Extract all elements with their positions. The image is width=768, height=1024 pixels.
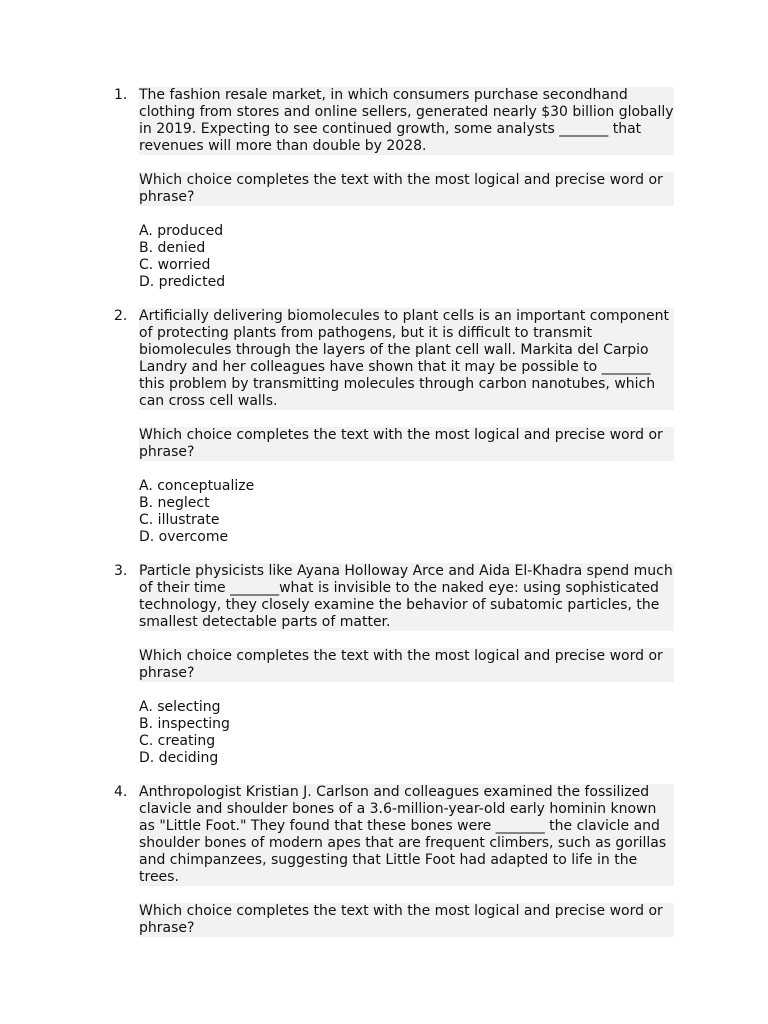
answer-choices	[139, 223, 674, 291]
question-number: 1.	[114, 87, 128, 103]
question-number: 3.	[114, 563, 128, 579]
answer-choices	[139, 699, 674, 767]
question-item	[114, 784, 674, 937]
question-passage: Artificially delivering biomolecules to plant cells is an important component of protecting plants from pathogens, but it is difficult to transmit biomolecules through the layers of the plant cell wall. Markita del Carpio Landry and her colleagues have shown that it may be possible to _______ this problem by transmitting molecules through carbon nanotubes, which can cross cell walls.	[139, 308, 674, 410]
answer-choice: A. conceptualize	[139, 478, 255, 494]
answer-choice: B. inspecting	[139, 716, 230, 732]
question-body	[139, 308, 674, 546]
question-prompt: Which choice completes the text with the most logical and precise word or phrase?	[139, 903, 674, 937]
answer-choices	[139, 478, 674, 546]
answer-choice: B. neglect	[139, 495, 210, 511]
question-passage: The fashion resale market, in which consumers purchase secondhand clothing from stores and online sellers, generated nearly $30 billion globally in 2019. Expecting to see continued growth, some analysts _______ that revenues will more than double by 2028.	[139, 87, 674, 154]
question-body	[139, 87, 674, 291]
question-list	[114, 87, 674, 954]
question-item	[114, 308, 674, 546]
answer-choice: C. worried	[139, 257, 211, 273]
question-number: 4.	[114, 784, 128, 800]
question-passage: Anthropologist Kristian J. Carlson and colleagues examined the fossilized clavicle and shoulder bones of a 3.6-million-year-old early hominin known as "Little Foot." They found that these bones were _______ the clavicle and shoulder bones of modern apes that are frequent climbers, such as gorillas and chimpanzees, suggesting that Little Foot had adapted to life in the trees.	[139, 784, 674, 886]
question-number: 2.	[114, 308, 128, 324]
question-body	[139, 784, 674, 937]
answer-choice: B. denied	[139, 240, 206, 256]
question-item	[114, 87, 674, 291]
answer-choice: D. overcome	[139, 529, 229, 545]
question-passage: Particle physicists like Ayana Holloway Arce and Aida El-Khadra spend much of their time _______what is invisible to the naked eye: using sophisticated technology, they closely examine the behavior of subatomic particles, the smallest detectable parts of matter.	[139, 563, 673, 630]
answer-choice: A. produced	[139, 223, 224, 239]
answer-choice: D. deciding	[139, 750, 219, 766]
question-body	[139, 563, 674, 767]
question-prompt: Which choice completes the text with the most logical and precise word or phrase?	[139, 427, 674, 461]
question-prompt: Which choice completes the text with the most logical and precise word or phrase?	[139, 648, 674, 682]
question-prompt: Which choice completes the text with the most logical and precise word or phrase?	[139, 172, 674, 206]
answer-choice: C. illustrate	[139, 512, 220, 528]
question-item	[114, 563, 674, 767]
answer-choice: D. predicted	[139, 274, 226, 290]
answer-choice: A. selecting	[139, 699, 221, 715]
answer-choice: C. creating	[139, 733, 216, 749]
